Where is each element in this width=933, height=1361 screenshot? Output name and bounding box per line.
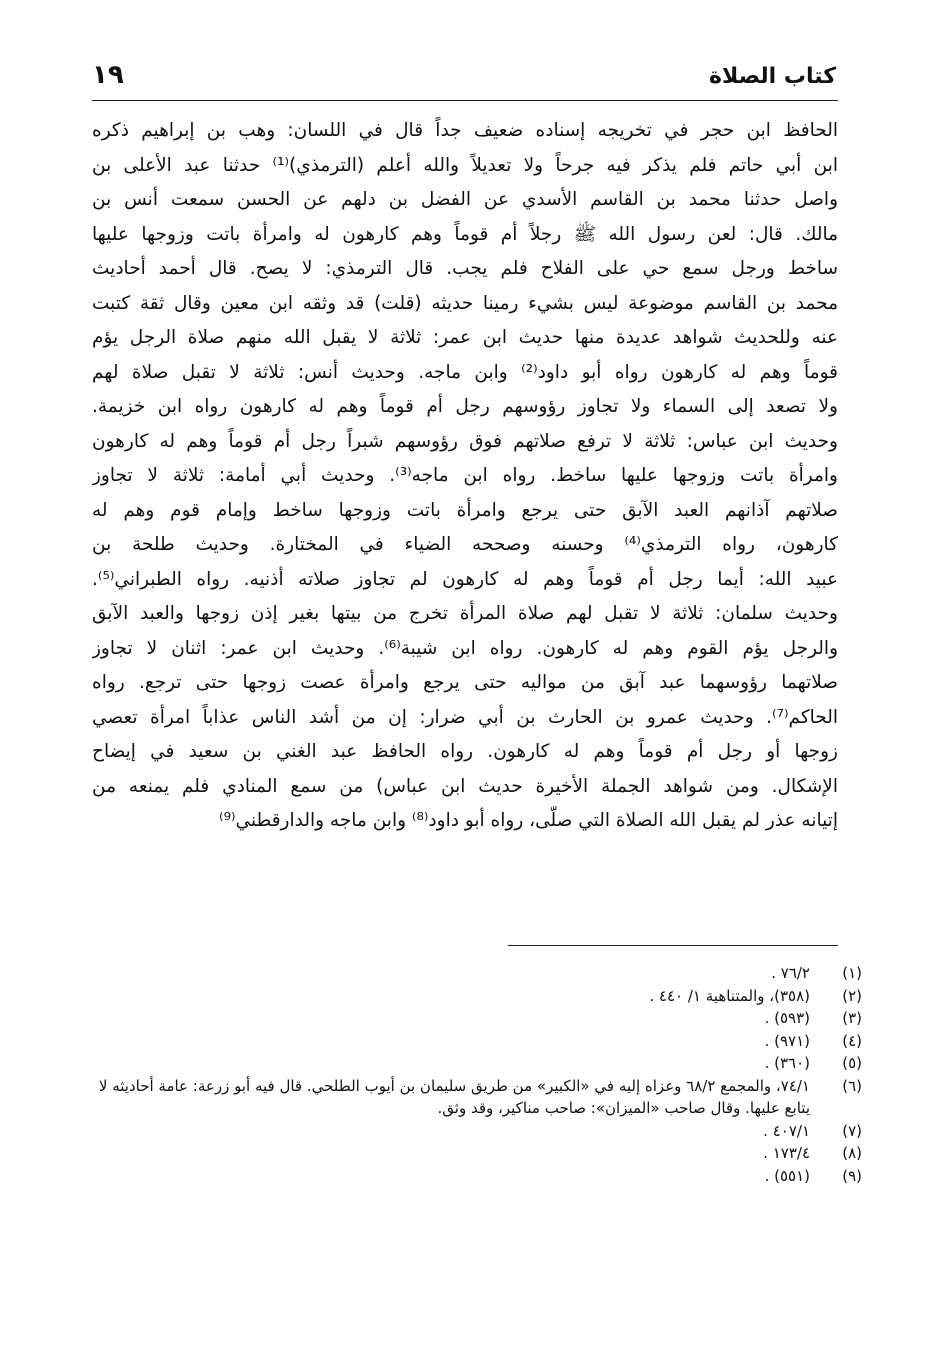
footnote-text: ٧٦/٢ . (771, 964, 810, 982)
footnote-item (92, 962, 862, 985)
footnote-text: ٤٠٧/١ . (763, 1121, 810, 1140)
footnote-number: (٦) (842, 1076, 862, 1095)
footnote-text: (٣٥٨)، والمتناهية ١/ ٤٤٠ . (649, 986, 810, 1005)
text-line: عنه وللحديث شواهد عديدة منها حديث ابن عمر: ثلاثة لا يقبل الله منهم صلاة الرجل يؤم (92, 327, 838, 348)
footnote-divider (508, 945, 838, 946)
footnote-item (92, 1165, 862, 1188)
text-line: مالك. قال: لعن رسول الله ﷺ رجلاً أم قوماً وهم كارهون له وامرأة باتت وزوجها عليها (92, 223, 838, 245)
footnote-text: (٣٦٠) . (764, 1054, 810, 1072)
header-divider (92, 100, 838, 101)
page-number: ١٩ (92, 60, 124, 90)
footnote-number: (١) (842, 964, 862, 982)
text-line: صلاتهما رؤوسهما عبد آبق من مواليه حتى يرجع وامرأة عصت زوجها حتى ترجع. رواه (92, 672, 838, 693)
text-line: قوماً وهم له كارهون رواه أبو داود⁽²⁾ وابن ماجه. وحديث أنس: ثلاثة لا تقبل صلاة لهم (92, 361, 838, 383)
footnote-item (92, 1142, 862, 1165)
footnote-number: (٥) (842, 1054, 862, 1072)
main-text (92, 114, 838, 839)
footnote-item (92, 1075, 862, 1120)
footnote-item (92, 1120, 862, 1143)
text-line: واصل حدثنا محمد بن القاسم الأسدي عن الفضل بن دلهم عن الحسن سمعت أنس بن (92, 189, 838, 210)
footnote-number: (٩) (842, 1166, 862, 1185)
text-line: ابن أبي حاتم فلم يذكر فيه جرحاً ولا تعديلاً والله أعلم (الترمذي)⁽¹⁾ حدثنا عبد الأعلى بن (92, 154, 838, 176)
footnote-number: (٧) (842, 1121, 862, 1140)
chapter-title: كتاب الصلاة (709, 64, 836, 89)
footnote-text: ٧٤/١، والمجمع ٦٨/٢ وعزاه إليه في «الكبير» من طريق سليمان بن أيوب الطلحي. قال فيه أبو زرعة: عامة أحاديثه لا يتابع عليها. وقال صاحب «الميزان»: صاحب مناكير، وقد وثق. (98, 1076, 810, 1117)
text-line: والرجل يؤم القوم وهم له كارهون. رواه ابن شيبة⁽⁶⁾. وحديث ابن عمر: اثنان لا تجاوز (92, 637, 838, 659)
text-line: الإشكال. ومن شواهد الجملة الأخيرة حديث ابن عباس) من سمع المنادي فلم يمنعه من (92, 775, 838, 797)
footnote-number: (٨) (842, 1144, 862, 1162)
footnote-number: (٣) (842, 1009, 862, 1027)
footnote-item (92, 1030, 862, 1053)
text-line: كارهون، رواه الترمذي⁽⁴⁾ وحسنه وصححه الضياء في المختارة. وحديث طلحة بن (92, 534, 838, 555)
footnote-item (92, 1007, 862, 1030)
text-line: الحاكم⁽⁷⁾. وحديث عمرو بن الحارث بن أبي ضرار: إن من أشد الناس عذاباً امرأة تعصي (92, 706, 838, 728)
text-line: ساخط ورجل سمع حي على الفلاح فلم يجب. قال الترمذي: لا يصح. قال أحمد أحاديث (92, 258, 838, 279)
footnote-item (92, 985, 862, 1008)
footnote-text: (٩٧١) . (764, 1031, 810, 1050)
footnotes (92, 962, 862, 1187)
text-line: الحافظ ابن حجر في تخريجه إسناده ضعيف جداً قال في اللسان: وهب بن إبراهيم ذكره (92, 120, 838, 141)
footnote-number: (٢) (842, 986, 862, 1005)
footnote-item (92, 1052, 862, 1075)
text-line: ولا تصعد إلى السماء ولا تجاوز رؤوسهم رجل أم قوماً وهم له كارهون رواه ابن خزيمة. (92, 396, 838, 417)
footnote-text: (٥٥١) . (764, 1166, 810, 1185)
text-line: وحديث ابن عباس: ثلاثة لا ترفع صلاتهم فوق رؤوسهم شبراً رجل أم قوماً وهم له كارهون (92, 430, 838, 452)
text-line: صلاتهم آذانهم العبد الآبق حتى يرجع وامرأة باتت وزوجها ساخط وإمام قوم وهم له (92, 499, 838, 521)
text-line: عبيد الله: أيما رجل أم قوماً وهم له كارهون لم تجاوز صلاته أذنيه. رواه الطبراني⁽⁵⁾. (92, 568, 838, 590)
text-line: وحديث سلمان: ثلاثة لا تقبل لهم صلاة المرأة تخرج من بيتها بغير إذن زوجها والعبد الآبق (92, 603, 838, 624)
footnote-text: ١٧٣/٤ . (763, 1144, 810, 1162)
text-line: إتيانه عذر لم يقبل الله الصلاة التي صلّى، رواه أبو داود⁽⁸⁾ وابن ماجه والدارقطني⁽⁹⁾ (219, 810, 838, 831)
text-line: محمد بن القاسم موضوعة ليس بشيء رمينا حديثه (قلت) قد وثقه ابن معين وقال ثقة كتبت (92, 292, 838, 314)
text-line: زوجها أو رجل أم قوماً وهم له كارهون. رواه الحافظ عبد الغني بن سعيد في إيضاح (92, 741, 838, 762)
text-line: وامرأة باتت وزوجها عليها ساخط. رواه ابن ماجه⁽³⁾. وحديث أبي أمامة: ثلاثة لا تجاوز (92, 465, 838, 486)
footnote-text: (٥٩٣) . (764, 1009, 810, 1027)
footnote-number: (٤) (842, 1031, 862, 1050)
page-header (92, 58, 836, 98)
